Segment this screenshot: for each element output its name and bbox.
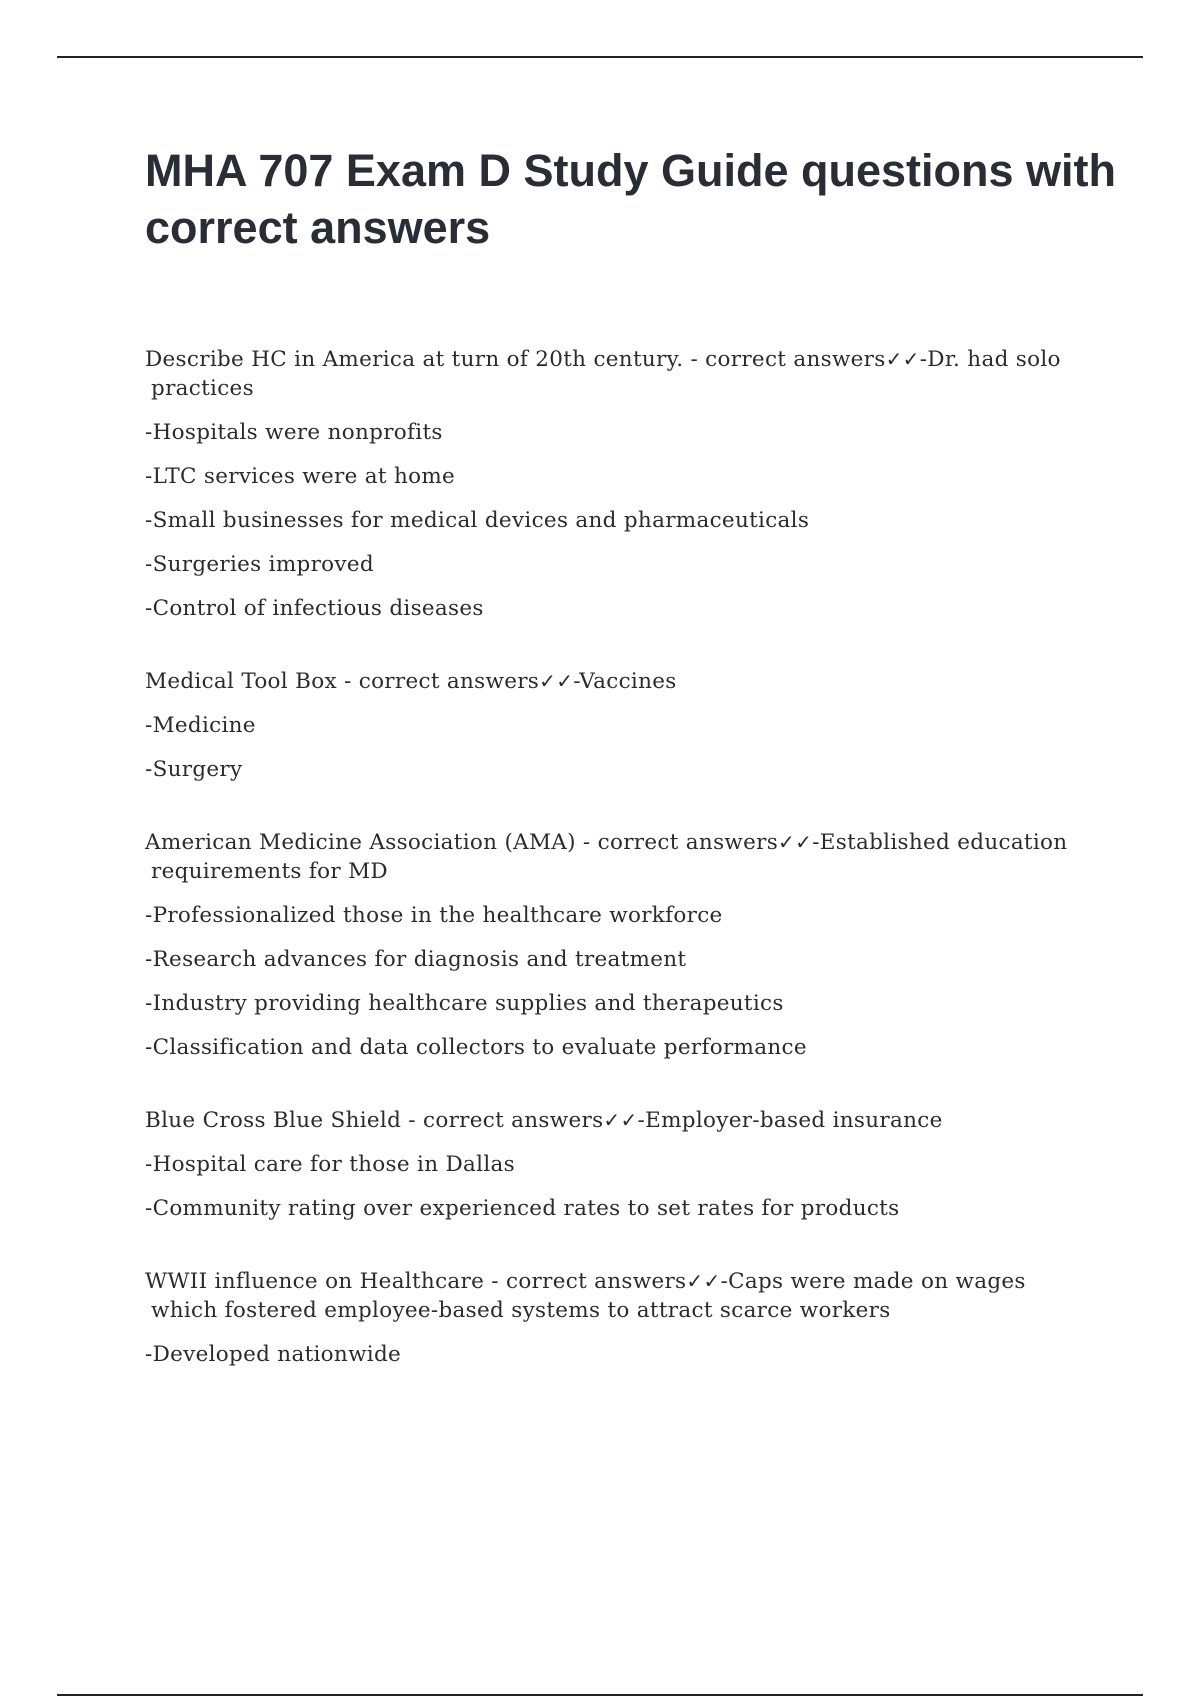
answer-line: -Research advances for diagnosis and treatment xyxy=(145,947,687,972)
check-marks-icon: ✓✓ xyxy=(603,1108,638,1132)
question-text: American Medicine Association (AMA) xyxy=(145,830,576,855)
question-line xyxy=(145,667,1095,696)
answer-text: -Caps were made on wages which fostered employee-based systems to attract scarce workers xyxy=(151,1269,1026,1323)
qa-item xyxy=(145,345,1095,623)
qa-item xyxy=(145,828,1095,1062)
answer-text: -Dr. had solo practices xyxy=(151,347,1061,401)
answer-text: -Established education requirements for MD xyxy=(151,830,1068,884)
question-text: Blue Cross Blue Shield xyxy=(145,1108,402,1133)
answer-line: -Classification and data collectors to evaluate performance xyxy=(145,1035,807,1060)
answer-line: -Professionalized those in the healthcare workforce xyxy=(145,903,723,928)
qa-item xyxy=(145,1267,1095,1369)
answer-line: -Community rating over experienced rates to set rates for products xyxy=(145,1196,900,1221)
question-text: Medical Tool Box xyxy=(145,669,337,694)
question-line xyxy=(145,828,1095,886)
check-marks-icon: ✓✓ xyxy=(686,1269,721,1293)
answer-line: -Hospital care for those in Dallas xyxy=(145,1152,515,1177)
question-line xyxy=(145,1267,1095,1325)
answer-marker: - correct answers xyxy=(683,347,886,372)
answer-line: -Hospitals were nonprofits xyxy=(145,420,443,445)
answer-line: -LTC services were at home xyxy=(145,464,456,489)
answer-line: -Surgery xyxy=(145,757,243,782)
qa-item xyxy=(145,667,1095,784)
answer-line: -Small businesses for medical devices and pharmaceuticals xyxy=(145,508,810,533)
answer-line: -Surgeries improved xyxy=(145,552,374,577)
document-title: MHA 707 Exam D Study Guide questions with correct answers xyxy=(145,145,1116,253)
answer-text: -Vaccines xyxy=(573,669,677,694)
qa-item xyxy=(145,1106,1095,1223)
answer-marker: - correct answers xyxy=(401,1108,604,1133)
answer-line: -Control of infectious diseases xyxy=(145,596,484,621)
document-body xyxy=(145,345,1095,1413)
top-rule xyxy=(57,56,1143,58)
answer-line: -Developed nationwide xyxy=(145,1342,402,1367)
answer-marker: - correct answers xyxy=(484,1269,687,1294)
check-marks-icon: ✓✓ xyxy=(539,669,574,693)
question-text: Describe HC in America at turn of 20th century. xyxy=(145,347,684,372)
question-text: WWII influence on Healthcare xyxy=(145,1269,485,1294)
answer-text: -Employer-based insurance xyxy=(637,1108,943,1133)
answer-line: -Medicine xyxy=(145,713,256,738)
answer-marker: - correct answers xyxy=(336,669,540,694)
answer-line: -Industry providing healthcare supplies and therapeutics xyxy=(145,991,784,1016)
question-line xyxy=(145,1106,1095,1135)
answer-marker: - correct answers xyxy=(575,830,779,855)
question-line xyxy=(145,345,1095,403)
check-marks-icon: ✓✓ xyxy=(885,347,920,371)
bottom-rule xyxy=(57,1694,1143,1696)
check-marks-icon: ✓✓ xyxy=(778,830,813,854)
